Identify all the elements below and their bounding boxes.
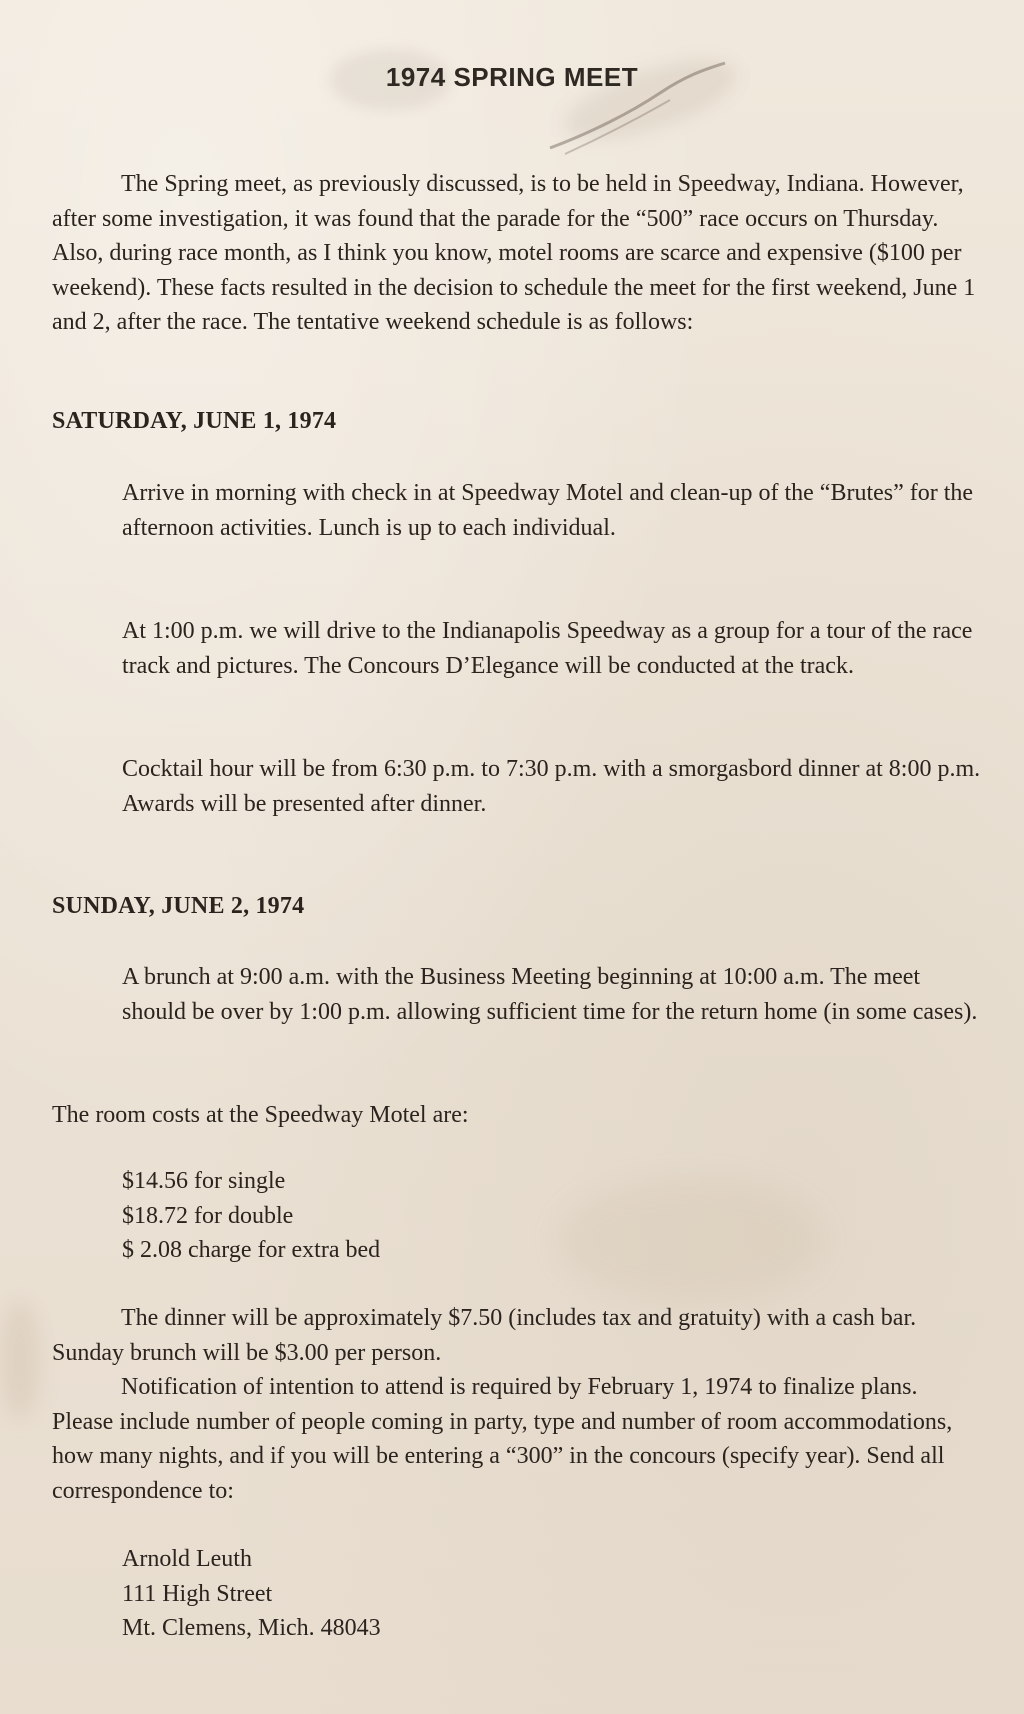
saturday-paragraph: Arrive in morning with check in at Speedway Motel and clean-up of the “Brutes” for the afternoon activities. Lunch is up to each individual. [122, 480, 974, 541]
notification-paragraph: Notification of intention to attend is required by February 1, 1974 to finalize plans. Please include number of people coming in party, type and number of room accommodations, how many nights, and if you will be entering a “300” in the concours (specify year). Send all correspondence to: [52, 1374, 953, 1504]
room-cost-item: $18.72 for double [122, 1202, 294, 1229]
saturday-paragraph: At 1:00 p.m. we will drive to the Indianapolis Speedway as a group for a tour of the race track and pictures. The Concours D’Elegance will be conducted at the track. [122, 618, 973, 679]
dinner-paragraph: The dinner will be approximately $7.50 (includes tax and gratuity) with a cash bar. Sunday brunch will be $3.00 per person. [52, 1305, 917, 1366]
address-street: 111 High Street [122, 1580, 273, 1607]
room-costs-list [122, 1164, 982, 1268]
paper-stain [0, 1300, 40, 1420]
mailing-address [122, 1542, 982, 1646]
address-name: Arnold Leuth [122, 1546, 252, 1572]
room-cost-item: $ 2.08 charge for extra bed [122, 1237, 381, 1263]
saturday-heading: SATURDAY, JUNE 1, 1974 [52, 408, 337, 434]
room-costs-intro: The room costs at the Speedway Motel are: [52, 1102, 469, 1128]
room-cost-item: $14.56 for single [122, 1168, 286, 1194]
address-city: Mt. Clemens, Mich. 48043 [122, 1615, 381, 1641]
sunday-heading: SUNDAY, JUNE 2, 1974 [52, 893, 305, 919]
saturday-paragraph: Cocktail hour will be from 6:30 p.m. to 7:30 p.m. with a smorgasbord dinner at 8:00 p.m. Awards will be presented after dinner. [122, 756, 981, 817]
paper-stain [555, 44, 745, 157]
intro-paragraph: The Spring meet, as previously discussed, is to be held in Speedway, Indiana. However, after some investigation, it was found that the parade for the “500” race occurs on Thursday. Also, during race month, as I think you know, motel rooms are scarce and expensive ($100 per weekend). These facts resulted in the decision to schedule the meet for the first weekend, June 1 and 2, after the race. The tentative weekend schedule is as follows: [52, 171, 976, 335]
sunday-paragraph: A brunch at 9:00 a.m. with the Business Meeting beginning at 10:00 a.m. The meet should be over by 1:00 p.m. allowing sufficient time for the return home (in some cases). [122, 964, 978, 1025]
page-title: 1974 SPRING MEET [385, 62, 639, 92]
